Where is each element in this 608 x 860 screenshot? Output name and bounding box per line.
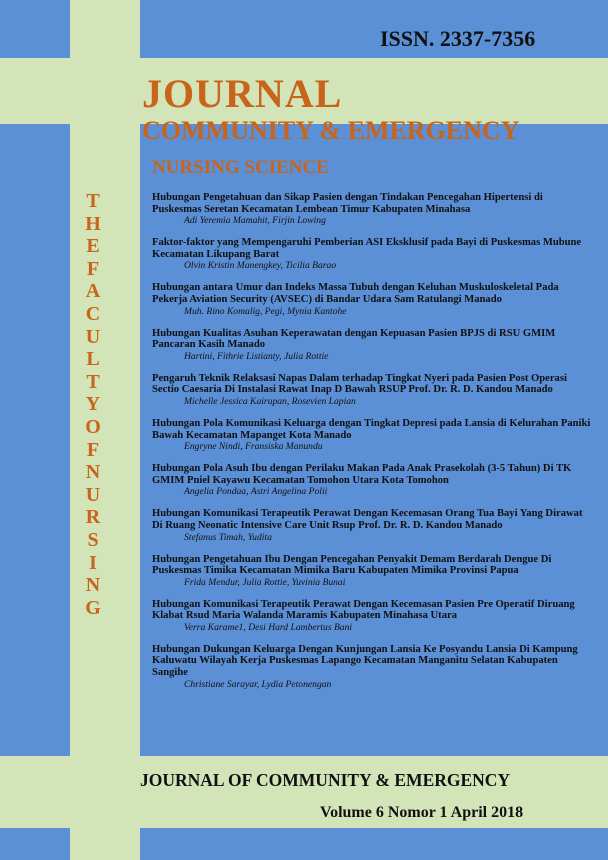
vertical-letter: U (85, 483, 101, 506)
journal-subtitle: COMMUNITY & EMERGENCY (142, 116, 520, 145)
vertical-letter: O (85, 415, 101, 438)
vertical-letter: L (86, 348, 100, 371)
vertical-letter: R (85, 506, 101, 529)
vertical-letter: N (85, 461, 101, 484)
article-title: Hubungan antara Umur dan Indeks Massa Tubuh dengan Keluhan Muskuloskeletal Pada Pekerja Aviation Security (AVSEC) di Bandar Udara Sam Ratulangi Manado (152, 282, 559, 305)
article-entry[interactable] (152, 463, 592, 497)
vertical-band (70, 0, 140, 860)
article-authors: Verra Karame1, Desi Hard Lambertus Bani (184, 621, 353, 633)
vertical-letter: N (85, 574, 101, 597)
article-title: Hubungan Pengetahuan Ibu Dengan Pencegahan Penyakit Demam Berdarah Dengue Di Puskesmas Timika Kecamatan Mimika Baru Kabupaten Mimika Provinsi Papua (152, 553, 552, 577)
vertical-letter: F (86, 438, 100, 461)
article-entry[interactable] (152, 554, 592, 588)
article-authors: Stefanus Timah, Yudita (184, 531, 272, 543)
vertical-letter: T (86, 190, 100, 212)
article-authors: Muh. Rino Komalig, Pegi, Mynia Kantohe (184, 305, 347, 317)
vertical-letter: Y (85, 393, 101, 416)
article-authors: Christiane Sarayar, Lydia Petonengan (184, 678, 332, 690)
article-title: Faktor-faktor yang Mempengaruhi Pemberian ASI Eksklusif pada Bayi di Puskesmas Mubune Kecamatan Likupang Barat (152, 237, 582, 260)
article-entry[interactable] (152, 282, 592, 316)
issn-number: ISSN. 2337-7356 (380, 26, 536, 51)
table-of-contents (152, 192, 592, 701)
article-title: Hubungan Dukungan Keluarga Dengan Kunjungan Lansia Ke Posyandu Lansia Di Kampung Kaluwatu Wilayah Kerja Puskesmas Lapango Kecamatan Manganitu Selatan Kabupaten Sangihe (152, 643, 578, 679)
article-entry[interactable] (152, 599, 592, 633)
article-authors: Frida Mendur, Julia Rottie, Yuvinia Bunai (184, 576, 346, 588)
vertical-letter: T (86, 370, 100, 393)
article-entry[interactable] (152, 373, 592, 407)
article-title: Hubungan Pola Asuh Ibu dengan Perilaku Makan Pada Anak Prasekolah (3-5 Tahun) Di TK GMIM Pniel Kayawu Kecamatan Tomohon Utara Kota Tomohon (152, 463, 572, 486)
vertical-letter: H (85, 212, 101, 235)
vertical-letter: S (87, 528, 99, 551)
vertical-letter: F (86, 257, 100, 280)
article-entry[interactable] (152, 328, 592, 362)
article-title: Hubungan Pengetahuan dan Sikap Pasien dengan Tindakan Pencegahan Hipertensi di Puskesmas Seretan Kecamatan Lembean Timur Kabupaten Minahasa (152, 192, 543, 215)
article-authors: Engryne Nindi, Fransiska Manundu (184, 441, 323, 453)
vertical-letter: G (85, 596, 101, 619)
article-title: Pengaruh Teknik Relaksasi Napas Dalam terhadap Tingkat Nyeri pada Pasien Post Operasi Sectio Caesaria Di Instalasi Rawat Inap D Bawah RSUP Prof. Dr. R. D. Kandou Manado (152, 372, 567, 396)
article-entry[interactable] (152, 644, 592, 690)
article-authors: Olvin Kristin Manengkey, Ticilia Barao (184, 260, 337, 272)
article-authors: Michelle Jessica Kairupan, Rosevien Lapian (184, 395, 356, 407)
article-entry[interactable] (152, 418, 592, 452)
article-entry[interactable] (152, 508, 592, 542)
article-authors: Hartini, Fithrie Listianty, Julia Rottie (184, 350, 329, 362)
vertical-letter: A (85, 280, 101, 303)
article-title: Hubungan Komunikasi Terapeutik Perawat Dengan Kecemasan Orang Tua Bayi Yang Dirawat Di Ruang Neonatic Intensive Care Unit Rsup Prof. Dr. R. D. Kandou Manado (152, 508, 583, 531)
vertical-letter: I (89, 551, 97, 574)
footer-volume: Volume 6 Nomor 1 April 2018 (320, 804, 524, 821)
article-entry[interactable] (152, 192, 592, 226)
article-authors: Angelia Pondaa, Astri Angelina Polii (184, 486, 328, 498)
journal-title: JOURNAL (142, 71, 343, 116)
faculty-vertical-text (82, 190, 104, 619)
vertical-letter: C (85, 302, 101, 325)
vertical-letter: U (85, 325, 101, 348)
article-title: Hubungan Komunikasi Terapeutik Perawat Dengan Kecemasan Pasien Pre Operatif Diruang Klabat Rsud Maria Walanda Maramis Kabupaten Minahasa Utara (152, 598, 575, 622)
article-title: Hubungan Kualitas Asuhan Keperawatan dengan Kepuasan Pasien BPJS di RSU GMIM Pancaran Kasih Manado (152, 327, 556, 351)
article-title: Hubungan Pola Komunikasi Keluarga dengan Tingkat Depresi pada Lansia di Kelurahan Paniki Bawah Kecamatan Mapanget Kota Manado (152, 417, 591, 441)
journal-subtitle-2: NURSING SCIENCE (152, 157, 329, 178)
article-entry[interactable] (152, 237, 592, 271)
footer-journal-name: JOURNAL OF COMMUNITY & EMERGENCY (140, 770, 511, 790)
article-authors: Adi Yeremia Mamahit, Firjin Lowing (184, 215, 326, 227)
vertical-letter: E (86, 235, 100, 258)
